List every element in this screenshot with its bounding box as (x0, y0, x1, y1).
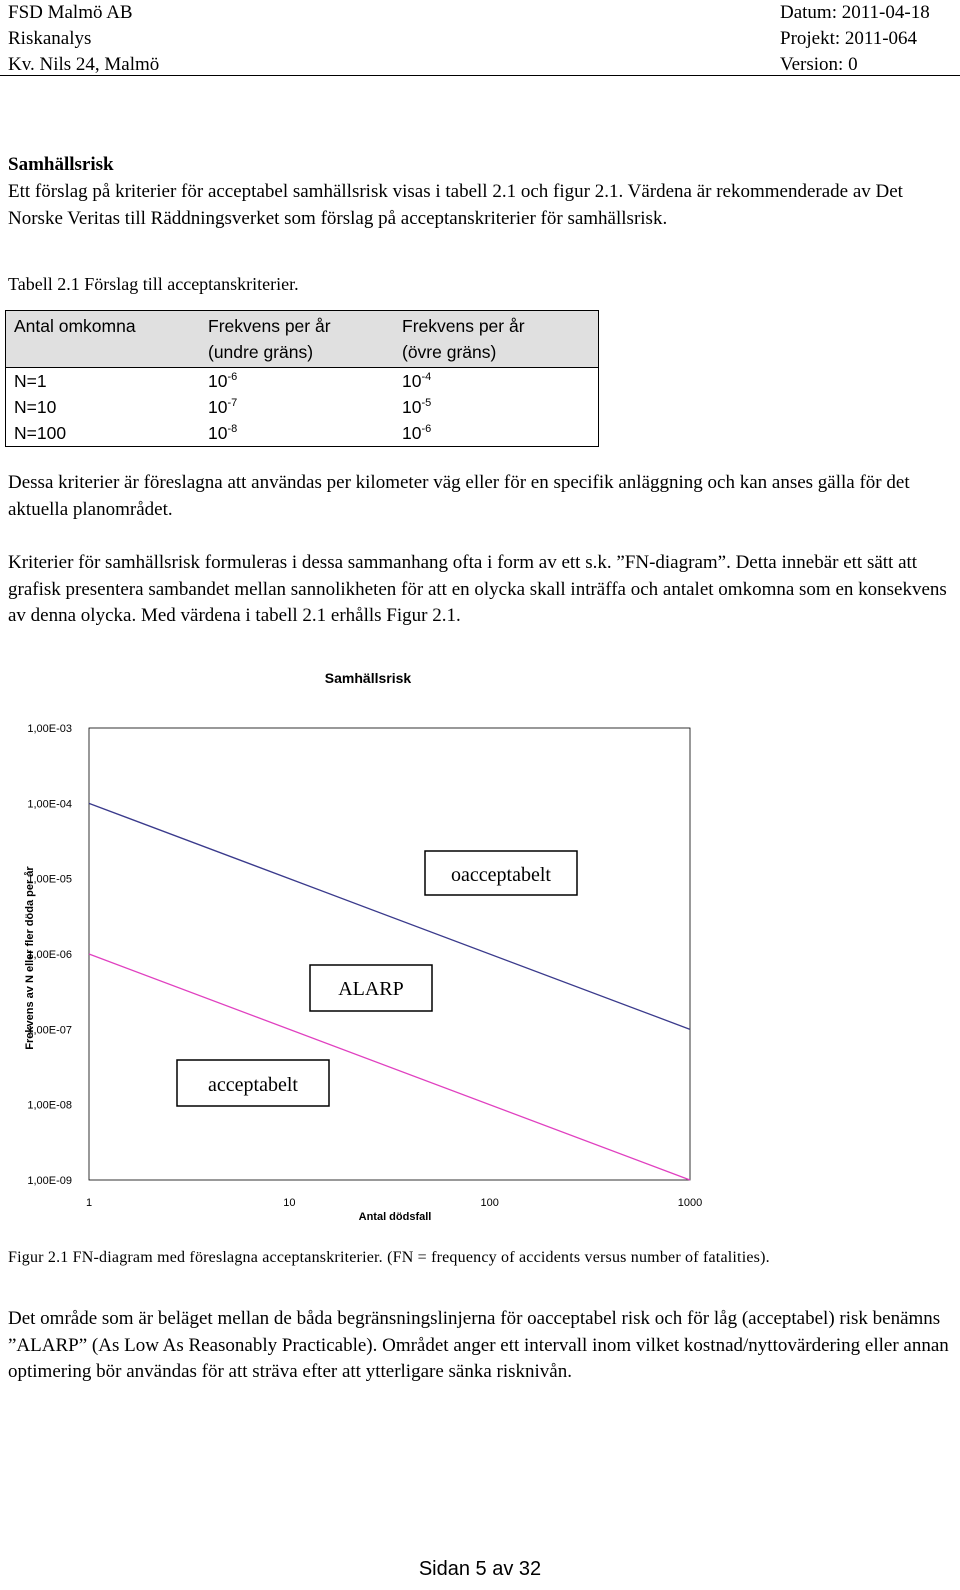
cell-n: N=100 (14, 423, 67, 443)
header-lower-limit: Frekvens per år (undre gräns) (200, 311, 394, 368)
y-tick-label: 1,00E-04 (27, 798, 72, 811)
x-axis-label: Antal dödsfall (358, 1211, 432, 1223)
paragraph-fn-intro: Kriterier för samhällsrisk formuleras i dessa sammanhang ofta i form av ett s.k. ”FN-diagram”. Detta innebär ett sätt att grafisk presentera sambandet mellan sannolikheten för att en olycka skall inträffa och antalet omkomna som en konsekvens av denna olycka. Med värdena i tabell 2.1 erhålls Figur 2.1. (8, 552, 947, 626)
svg-text:oacceptabelt: oacceptabelt (451, 864, 551, 886)
cell-upper: $10^{-6}$ (402, 423, 432, 443)
cell-upper: $10^{-5}$ (402, 397, 432, 417)
header-antal-omkomna: Antal omkomna (6, 311, 201, 368)
svg-text:acceptabelt: acceptabelt (208, 1074, 298, 1096)
y-tick-label: 1,00E-08 (27, 1099, 72, 1112)
paragraph-alarp: Det område som är beläget mellan de båda begränsningslinjerna för oacceptabel risk och för låg (acceptabel) risk benämns ”ALARP” (As Low As Reasonably Practicable). Området anger ett intervall inom vilket kostnad/nyttovärdering eller annan optimering bör användas för att sträva efter att ytterligare sänka risknivån. (8, 1308, 949, 1382)
chart-title: Samhällsrisk (324, 670, 412, 686)
y-tick-label: 1,00E-05 (27, 873, 72, 886)
intro-paragraph: Ett förslag på kriterier för acceptabel samhällsrisk visas i tabell 2.1 och figur 2.1. Värdena är rekommenderade av Det Norske Veritas till Räddningsverket som förslag på acceptanskriterier för samhällsrisk. (8, 181, 903, 229)
header-left (8, 0, 159, 78)
cell-n: N=10 (14, 397, 57, 417)
table-row (6, 368, 599, 395)
paragraph-after-table: Dessa kriterier är föreslagna att användas per kilometer väg eller för en specifik anläggning och kan anses gälla för det aktuella planområdet. (8, 472, 910, 520)
annotation-oacceptabelt (425, 851, 577, 895)
y-tick-label: 1,00E-09 (27, 1175, 72, 1187)
date: Datum: 2011-04-18 (780, 2, 930, 23)
location: Kv. Nils 24, Malmö (8, 54, 160, 75)
x-tick-label: 1 (85, 1197, 93, 1209)
version: Version: 0 (780, 54, 858, 75)
section-heading: Samhällsrisk (8, 154, 114, 175)
header-upper-limit: Frekvens per år (övre gräns) (394, 311, 599, 368)
x-tick-label: 10 (283, 1197, 296, 1209)
cell-n: N=1 (14, 371, 47, 391)
y-tick-label: 1,00E-06 (27, 949, 72, 961)
table-caption: Tabell 2.1 Förslag till acceptanskriterier. (8, 274, 299, 294)
plot-area (89, 728, 690, 1180)
x-tick-label: 100 (480, 1197, 499, 1209)
page-number: Sidan 5 av 32 (418, 1558, 542, 1580)
y-tick-label: 1,00E-07 (27, 1024, 72, 1037)
y-axis-label: Frekvens av N eller fler döda per år (24, 866, 36, 1050)
annotation-alarp (310, 965, 432, 1011)
annotation-acceptabelt (177, 1060, 329, 1106)
cell-lower: $10^{-8}$ (208, 423, 238, 443)
table-row (6, 420, 599, 447)
project: Projekt: 2011-064 (780, 28, 918, 49)
risk-criteria-table (5, 310, 599, 447)
x-axis-ticks (86, 1197, 702, 1209)
table-row (6, 394, 599, 420)
company-name: FSD Malmö AB (8, 2, 133, 23)
cell-upper: $10^{-4}$ (402, 371, 432, 391)
cell-lower: $10^{-6}$ (208, 371, 238, 391)
table-header-row (6, 311, 599, 368)
cell-lower: $10^{-7}$ (208, 397, 238, 417)
x-tick-label: 1000 (677, 1197, 703, 1209)
svg-text:ALARP: ALARP (338, 978, 404, 1000)
header-divider (0, 75, 960, 76)
y-tick-label: 1,00E-03 (27, 723, 72, 735)
fn-diagram-chart (0, 660, 960, 1238)
document-type: Riskanalys (8, 28, 92, 49)
figure-caption: Figur 2.1 FN-diagram med föreslagna acceptanskriterier. (FN = frequency of accidents versus number of fatalities). (8, 1249, 770, 1266)
header-right (780, 0, 930, 78)
